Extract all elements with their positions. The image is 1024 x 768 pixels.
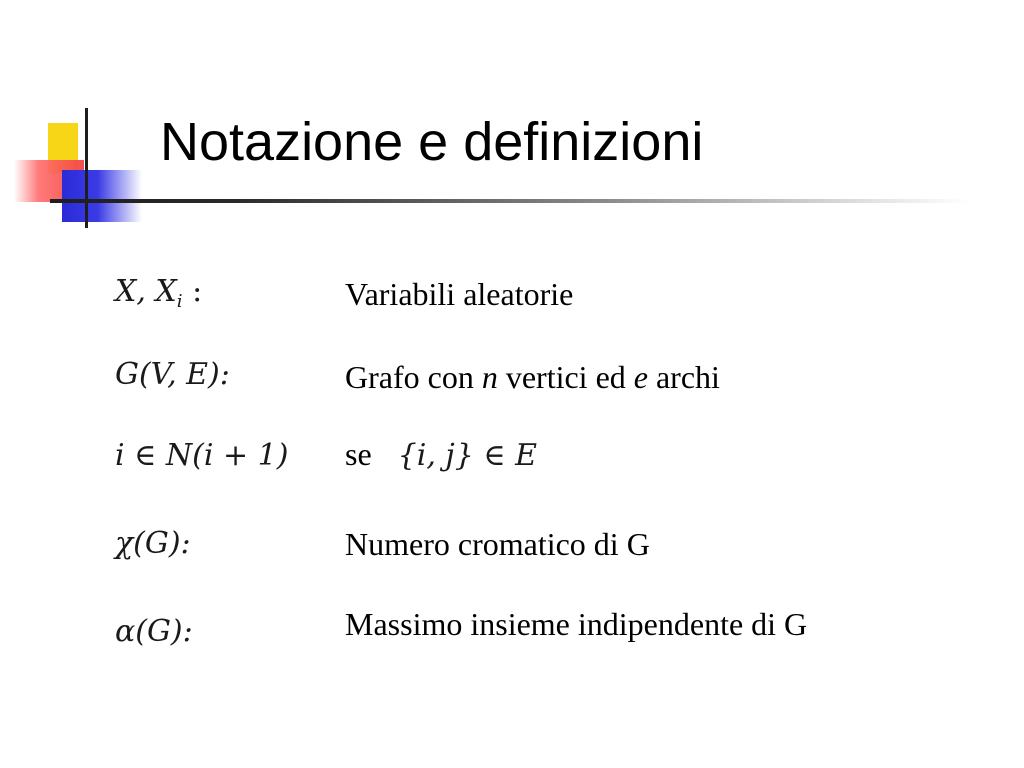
title-underline-rule <box>50 199 970 203</box>
notation-row <box>0 272 1024 332</box>
symbol-text: χ(G): <box>115 526 191 561</box>
notation-description: Massimo insieme indipendente di G <box>345 606 808 642</box>
notation-row <box>0 524 1024 584</box>
symbol-tail: : <box>182 274 203 309</box>
symbol-subscript: i <box>176 291 183 312</box>
description-text: se <box>345 436 372 472</box>
slide-logo-decoration <box>0 0 160 240</box>
description-variable: n <box>481 359 498 395</box>
notation-description: Numero cromatico di G <box>345 526 650 562</box>
description-text: Grafo con <box>345 359 482 395</box>
symbol-text: i ∈ N(i + 1) <box>115 438 289 473</box>
symbol-text: G(V, E): <box>115 357 230 392</box>
notation-row <box>0 436 1024 496</box>
notation-symbol <box>115 438 288 473</box>
description-text: archi <box>647 359 720 395</box>
description-variable: e <box>633 359 648 395</box>
notation-symbol <box>115 274 202 312</box>
notation-symbol <box>115 614 193 649</box>
vertical-rule <box>85 108 88 228</box>
notation-row <box>0 606 1024 666</box>
notation-symbol <box>115 357 230 392</box>
notation-description: Variabili aleatorie <box>345 276 574 312</box>
symbol-text: α(G): <box>115 614 193 649</box>
notation-symbol <box>115 526 191 561</box>
blue-square-shape <box>62 170 142 222</box>
notation-description <box>345 359 720 396</box>
symbol-text: X, X <box>115 274 177 309</box>
description-text: vertici ed <box>497 359 634 395</box>
notation-description <box>345 436 537 473</box>
description-math: {i, j} ∈ E <box>397 438 537 473</box>
slide-title: Notazione e definizioni <box>160 112 704 172</box>
notation-row <box>0 355 1024 415</box>
